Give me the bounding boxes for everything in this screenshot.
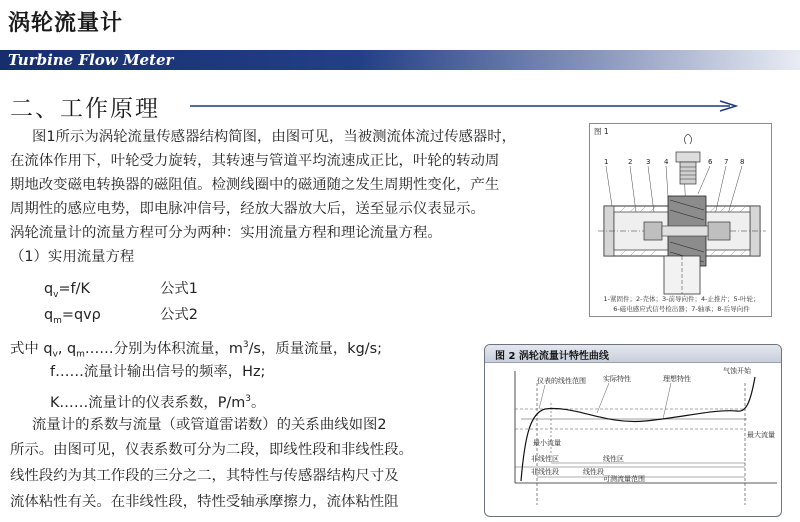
label-linear-range: 仪表的线性范围 xyxy=(537,377,586,385)
label-max-flow: 最大流量 xyxy=(747,431,775,439)
subheading-practical-equation: （1）实用流量方程 xyxy=(10,249,135,265)
part-number-8: 8 xyxy=(740,158,745,166)
figure-1-title: 图 1 xyxy=(594,127,609,136)
formula-2: $q_m=qv\rho$ xyxy=(44,307,101,326)
part-number-7: 7 xyxy=(724,158,729,166)
definition-line-3: K……流量计的仪表系数，$P/m^3$。 xyxy=(50,394,266,411)
part-number-2: 2 xyxy=(628,158,633,166)
definition-line-1: 式中 $q_v$, $q_m\dots\dots$分别为体积流量，$m^3/s$，质量流量，kg/s; xyxy=(10,340,382,360)
label-nonlinear-segment: 非线性段 xyxy=(531,468,559,476)
figure-1-structure-diagram xyxy=(589,123,772,317)
section-arrow-icon xyxy=(190,100,742,112)
page-header-title: 涡轮流量计 xyxy=(8,11,124,36)
part-number-4: 4 xyxy=(664,158,669,166)
label-min-flow: 最小流量 xyxy=(533,439,561,447)
part-number-6: 6 xyxy=(708,158,713,166)
figure-2-title: 图 2 涡轮流量计特性曲线 xyxy=(495,351,609,362)
label-linear-zone: 线性区 xyxy=(603,455,624,463)
formula-2-label: 公式2 xyxy=(160,307,198,323)
paragraph-line-2: 在流体作用下，叶轮受力旋转，其转速与管道平均流速成正比，叶轮的转动周 xyxy=(10,153,500,169)
paragraph2-line-1: 流量计的系数与流量（或管道雷诺数）的关系曲线如图2 xyxy=(32,417,387,433)
part-number-3: 3 xyxy=(646,158,651,166)
figure-1-caption-line-2: 6-磁电感应式信号检出器；7-轴承；8-后导向件 xyxy=(613,305,750,313)
paragraph2-line-2: 所示。由图可见，仪表系数可分为二段，即线性段和非线性段。 xyxy=(10,442,413,458)
label-actual-characteristic: 实际特性 xyxy=(603,375,631,383)
label-measurable-range: 可测流量范围 xyxy=(603,475,645,483)
part-number-1: 1 xyxy=(604,158,609,166)
figure-1-caption-line-1: 1-紧固件；2-壳体；3-前导向件；4-止推片；5-叶轮； xyxy=(603,295,760,303)
banner-english-title: Turbine Flow Meter xyxy=(8,51,174,69)
turbine-sensor-drawing xyxy=(590,124,773,318)
characteristic-curve-plot xyxy=(485,363,782,517)
label-nonlinear-zone: 非线性区 xyxy=(531,455,559,463)
paragraph-line-4: 周期性的感应电势，即电脉冲信号，经放大器放大后，送至显示仪表显示。 xyxy=(10,201,485,217)
paragraph2-line-4: 流体粘性有关。在非线性段，特性受轴承摩擦力，流体粘性阻 xyxy=(10,494,399,510)
label-linear-segment: 线性段 xyxy=(583,468,604,476)
paragraph-line-3: 期地改变磁电转换器的磁阻值。检测线圈中的磁通随之发生周期性变化，产生 xyxy=(10,177,500,193)
figure-2-characteristic-curve xyxy=(484,344,782,517)
formula-1-label: 公式1 xyxy=(160,281,198,297)
section-title: 二、工作原理 xyxy=(10,96,160,122)
paragraph2-line-3: 线性段约为其工作段的三分之二，其特性与传感器结构尺寸及 xyxy=(10,468,399,484)
paragraph-line-1: 图1所示为涡轮流量传感器结构简图，由图可见，当被测流体流过传感器时， xyxy=(32,129,517,145)
formula-1: $q_v=f/K$ xyxy=(44,281,90,300)
label-ideal-characteristic: 理想特性 xyxy=(663,375,691,383)
definition-line-2: f……流量计输出信号的频率，Hz; xyxy=(50,364,266,380)
paragraph-line-5: 涡轮流量计的流量方程可分为两种：实用流量方程和理论流量方程。 xyxy=(10,225,442,241)
label-cavitation-start: 气蚀开始 xyxy=(723,367,751,375)
